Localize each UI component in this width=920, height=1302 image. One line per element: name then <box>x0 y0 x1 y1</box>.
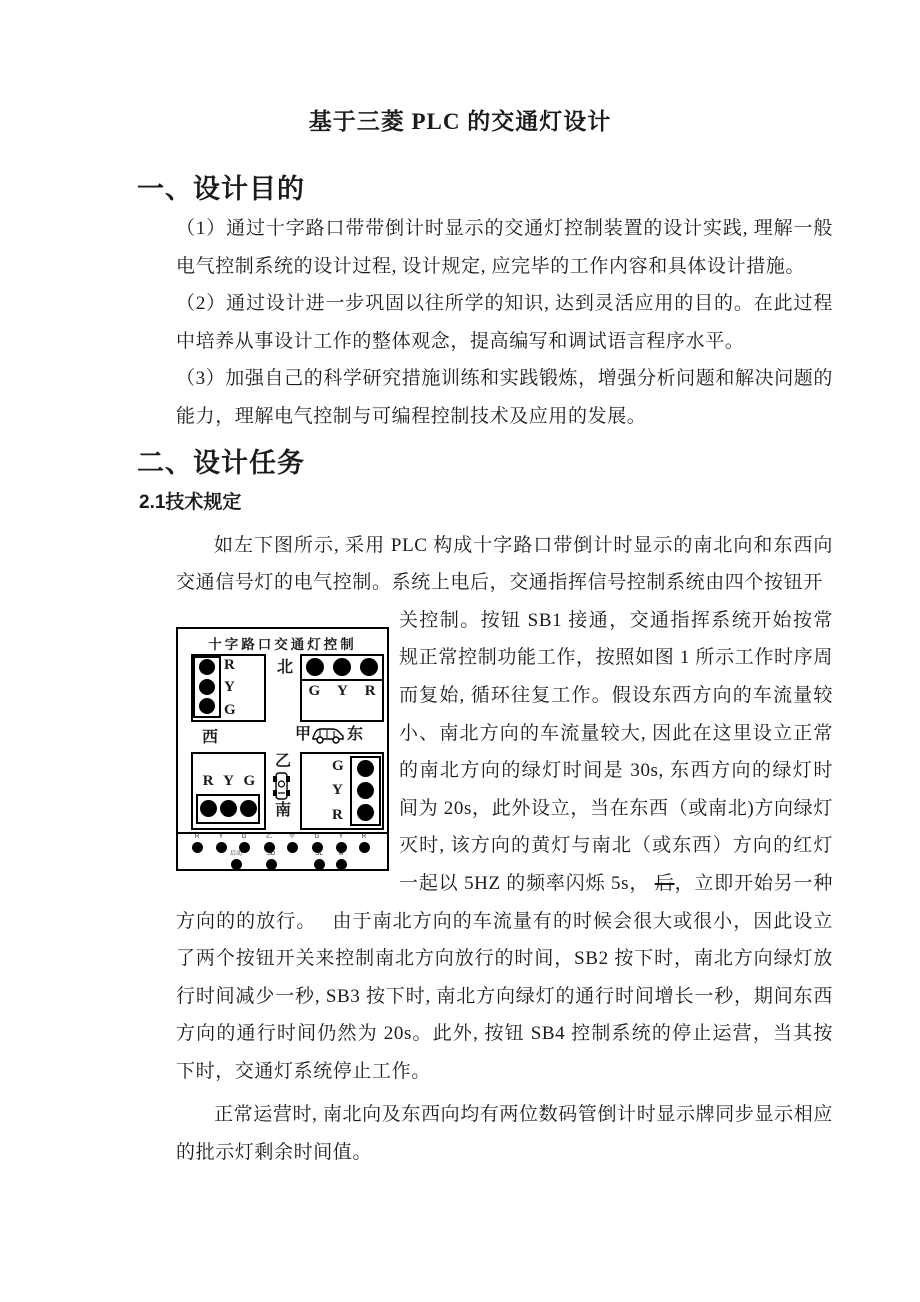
ne-light-labels <box>300 684 384 699</box>
panel-lamp <box>192 842 203 853</box>
nw-label-g: G <box>224 701 236 718</box>
sw-traffic-light <box>196 794 260 824</box>
paragraph-purpose-2: （2）通过设计进一步巩固以往所学的知识, 达到灵活应用的目的。在此过程中培养从事设计工作的整体观念，提高编写和调试语言程序水平。 <box>176 293 833 352</box>
se-lamp-2 <box>357 782 374 799</box>
panel-button-dot <box>266 859 277 870</box>
sw-label-y: Y <box>223 772 234 789</box>
panel-indicator: R <box>187 834 207 853</box>
panel-indicator: Y <box>331 834 351 853</box>
traffic-light-figure <box>176 627 389 871</box>
section-1-heading: 一、设计目的 <box>137 174 305 204</box>
panel-button-start: 启动 <box>226 851 246 870</box>
section-2-heading: 二、设计任务 <box>137 447 305 478</box>
paragraph-purpose-1: （1）通过十字路口带带倒计时显示的交通灯控制装置的设计实践, 理解一般电气控制系统的设计过程, 设计规定, 应完毕的工作内容和具体设计措施。 <box>176 218 833 277</box>
panel-indicator: Y <box>211 834 231 853</box>
panel-button-sl: SL <box>309 851 329 870</box>
panel-button-dot <box>231 859 242 870</box>
nw-lamp-yellow <box>199 679 215 695</box>
ne-label-g: G <box>308 682 321 699</box>
panel-button-m: M <box>331 851 351 870</box>
ne-lamp-3 <box>360 658 378 676</box>
panel-indicator: R <box>354 834 374 853</box>
sw-light-labels <box>198 774 260 789</box>
sw-lamp-1 <box>200 800 217 817</box>
sw-label-r: R <box>202 772 214 789</box>
sw-label-g: G <box>243 772 256 789</box>
west-label: 西 <box>202 728 219 746</box>
panel-indicator: G <box>307 834 327 853</box>
paragraph-purpose-3: （3）加强自己的科学研究措施训练和实践锻炼，增强分析问题和解决问题的能力，理解电气控制与可编程控制技术及应用的发展。 <box>176 368 833 427</box>
ne-lamp-2 <box>333 658 351 676</box>
se-label-g: G <box>332 757 344 774</box>
se-label-y: Y <box>332 782 343 799</box>
ne-traffic-light <box>300 654 384 681</box>
vehicle-b-label: 乙 <box>275 752 292 770</box>
section-2-1-subheading: 2.1技术规定 <box>139 491 242 513</box>
panel-lamp <box>216 842 227 853</box>
se-traffic-light <box>350 756 381 826</box>
nw-traffic-light <box>193 656 221 718</box>
nw-light-labels <box>224 658 236 718</box>
car-icon <box>311 726 345 749</box>
nw-label-r: R <box>224 656 235 673</box>
panel-lamp <box>359 842 370 853</box>
panel-lamp <box>287 842 298 853</box>
sw-lamp-3 <box>240 800 257 817</box>
north-label: 北 <box>277 658 294 676</box>
ne-lamp-1 <box>306 658 324 676</box>
task-main-before: 关控制。按钮 SB1 接通，交通指挥系统开始按常规正常控制功能工作，按照如图 1 所示工作时序周而复始, 循环往复工作。假设东西方向的车流量较小、南北方向的车流量较大, 因此在这里设立正常的南北方向的绿灯时间是 30s, 东西方向的绿灯时间为 20s，此外设立，当在东西（或南北)方向绿灯灭时, 该方向的黄灯与南北（或东西）方向的红灯一起以 5HZ 的频率闪烁 5s， <box>399 609 833 894</box>
east-label: 东 <box>347 725 364 743</box>
sw-lamp-2 <box>220 800 237 817</box>
nw-label-y: Y <box>224 679 235 696</box>
panel-button-dot <box>314 859 325 870</box>
vehicle-a-label: 甲 <box>295 725 312 743</box>
panel-indicator: G <box>234 834 254 853</box>
ne-label-y: Y <box>336 682 348 699</box>
paragraph-task-intro: 如左下图所示, 采用 PLC 构成十字路口带倒计时显示的南北向和东西向交通信号灯的电气控制。系统上电后，交通指挥信号控制系统由四个按钮开 <box>176 534 833 594</box>
document-title: 基于三菱 PLC 的交通灯设计 <box>308 109 612 134</box>
task-main-struck-char: 后 <box>654 872 675 894</box>
ne-label-r: R <box>364 682 376 699</box>
figure-title: 十字路口交通灯控制 <box>208 636 357 652</box>
nw-lamp-green <box>199 698 215 714</box>
panel-indicator: 甲 <box>282 834 302 853</box>
se-lamp-1 <box>357 760 374 777</box>
south-label: 南 <box>275 801 292 819</box>
se-label-r: R <box>332 806 343 823</box>
se-lamp-3 <box>357 804 374 821</box>
paragraph-task-final: 正常运营时, 南北向及东西向均有两位数码管倒计时显示牌同步显示相应的批示灯剩余时间值。 <box>176 1104 833 1164</box>
panel-button-sd: SD <box>261 851 281 870</box>
task-main-after: ，立即开始另一种方向的的放行。 由于南北方向的车流量有的时候会很大或很小，因此设立了两个按钮开关来控制南北方向放行的时间，SB2 按下时，南北方向绿灯放行时间减少一秒, SB3 按下时, 南北方向绿灯的通行时间增长一秒，期间东西方向的通行时间仍然为 20s。此外, 按钮 SB4 控制系统的停止运营，当其按下时，交通灯系统停止工作。 <box>176 872 833 1082</box>
nw-lamp-red <box>199 659 215 675</box>
se-light-labels <box>332 759 344 823</box>
panel-indicator: 乙 <box>259 834 279 853</box>
panel-button-dot <box>336 859 347 870</box>
